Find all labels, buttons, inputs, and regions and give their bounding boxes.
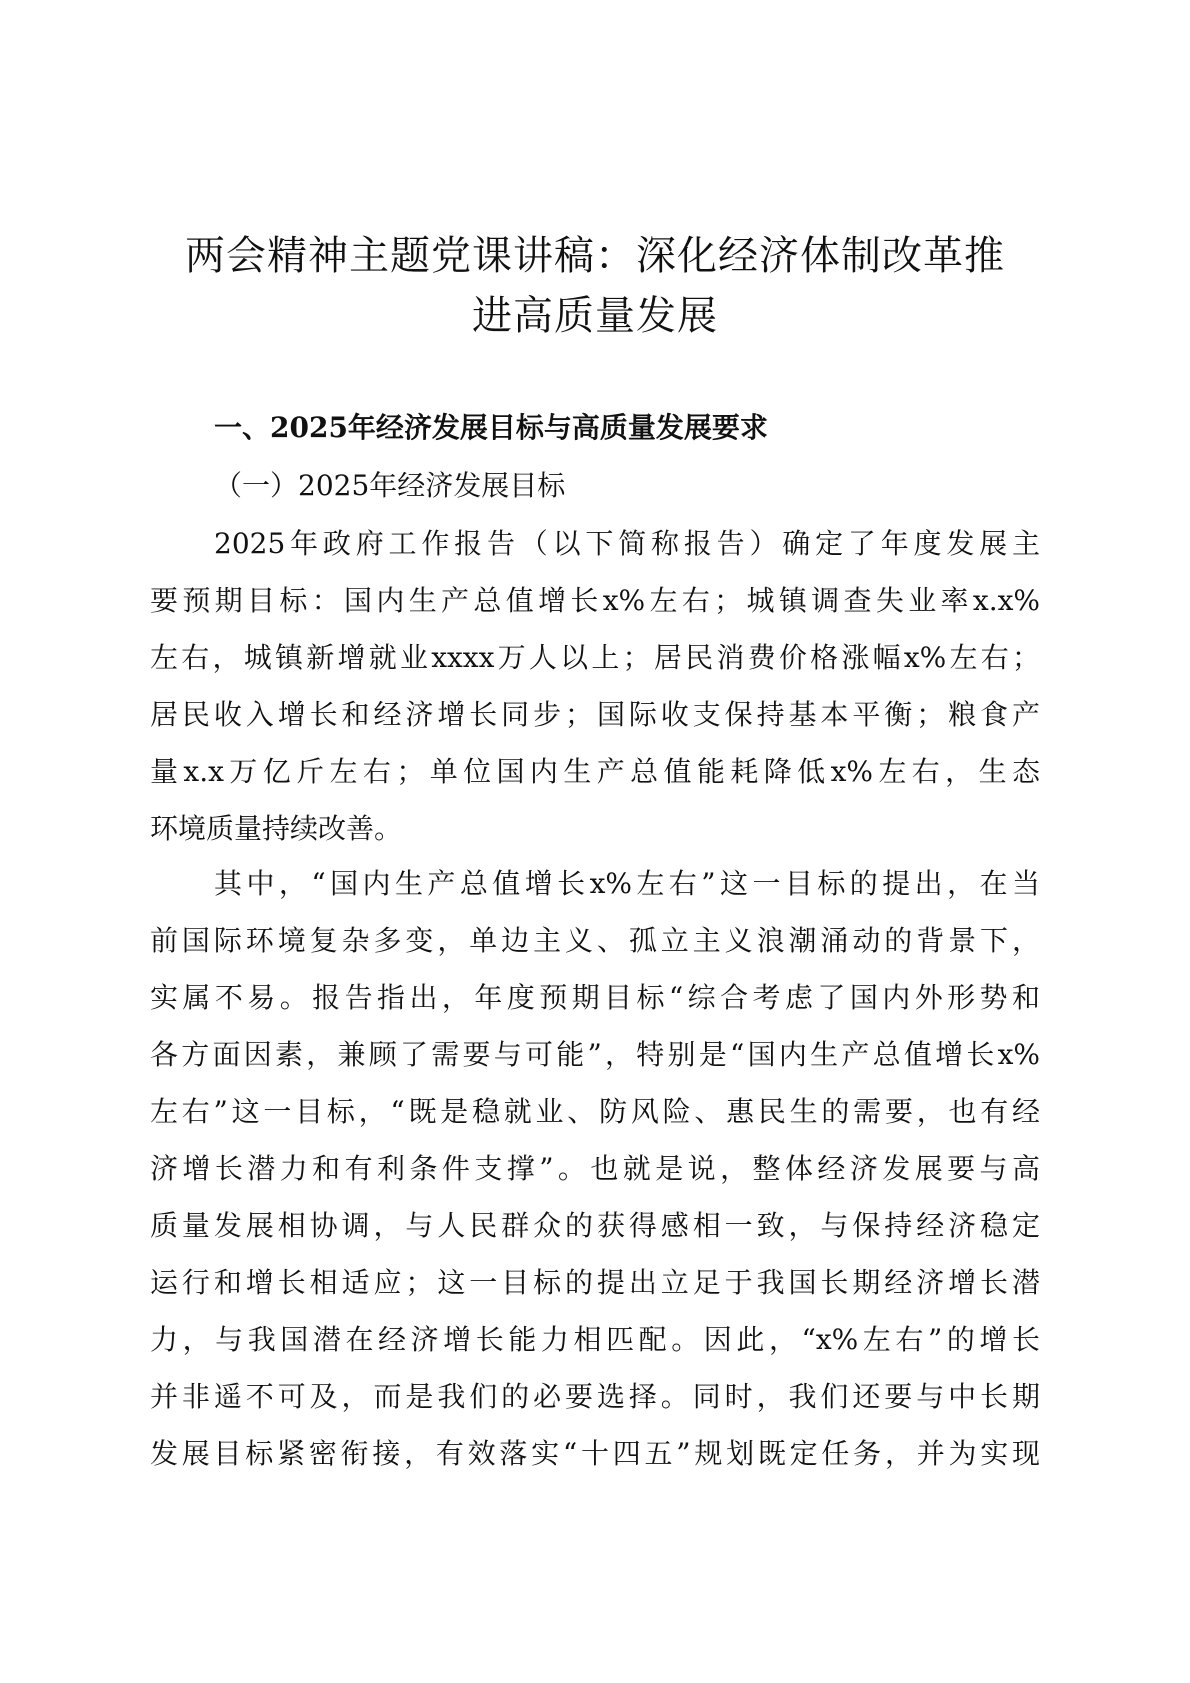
section-heading: 一、2025年经济发展目标与高质量发展要求 (214, 411, 768, 444)
paragraph-line: 并非遥不可及，而是我们的必要选择。同时，我们还要与中长期 (150, 1380, 1040, 1413)
paragraph-line: 力，与我国潜在经济增长能力相匹配。因此，“x%左右”的增长 (150, 1323, 1040, 1356)
paragraph-line: 前国际环境复杂多变，单边主义、孤立主义浪潮涌动的背景下， (150, 924, 1040, 957)
document-title (150, 226, 1040, 346)
paragraph-line: 运行和增长相适应；这一目标的提出立足于我国长期经济增长潜 (150, 1266, 1040, 1299)
paragraph-2 (150, 855, 1040, 1482)
paragraph-line: 发展目标紧密衔接，有效落实“十四五”规划既定任务，并为实现 (150, 1437, 1040, 1470)
paragraph-line: 实属不易。报告指出，年度预期目标“综合考虑了国内外形势和 (150, 981, 1040, 1014)
paragraph-line: 要预期目标：国内生产总值增长x%左右；城镇调查失业率x.x% (150, 584, 1040, 617)
paragraph-line: 量x.x万亿斤左右；单位国内生产总值能耗降低x%左右，生态 (150, 755, 1040, 788)
title-line-1: 两会精神主题党课讲稿：深化经济体制改革推 (185, 233, 1005, 279)
paragraph-1 (150, 515, 1040, 857)
paragraph-line: 左右”这一目标，“既是稳就业、防风险、惠民生的需要，也有经 (150, 1095, 1040, 1128)
paragraph-line: 居民收入增长和经济增长同步；国际收支保持基本平衡；粮食产 (150, 698, 1040, 731)
subsection-heading: （一）2025年经济发展目标 (214, 469, 566, 502)
paragraph-line: 各方面因素，兼顾了需要与可能”，特别是“国内生产总值增长x% (150, 1038, 1040, 1071)
paragraph-line: 其中，“国内生产总值增长x%左右”这一目标的提出，在当 (214, 867, 1040, 900)
paragraph-line: 左右，城镇新增就业xxxx万人以上；居民消费价格涨幅x%左右； (150, 641, 1040, 674)
paragraph-line: 济增长潜力和有利条件支撑”。也就是说，整体经济发展要与高 (150, 1152, 1040, 1185)
paragraph-line: 环境质量持续改善。 (150, 812, 403, 845)
title-line-2: 进高质量发展 (472, 293, 718, 339)
paragraph-line: 2025年政府工作报告（以下简称报告）确定了年度发展主 (214, 527, 1040, 560)
paragraph-line: 质量发展相协调，与人民群众的获得感相一致，与保持经济稳定 (150, 1209, 1040, 1242)
